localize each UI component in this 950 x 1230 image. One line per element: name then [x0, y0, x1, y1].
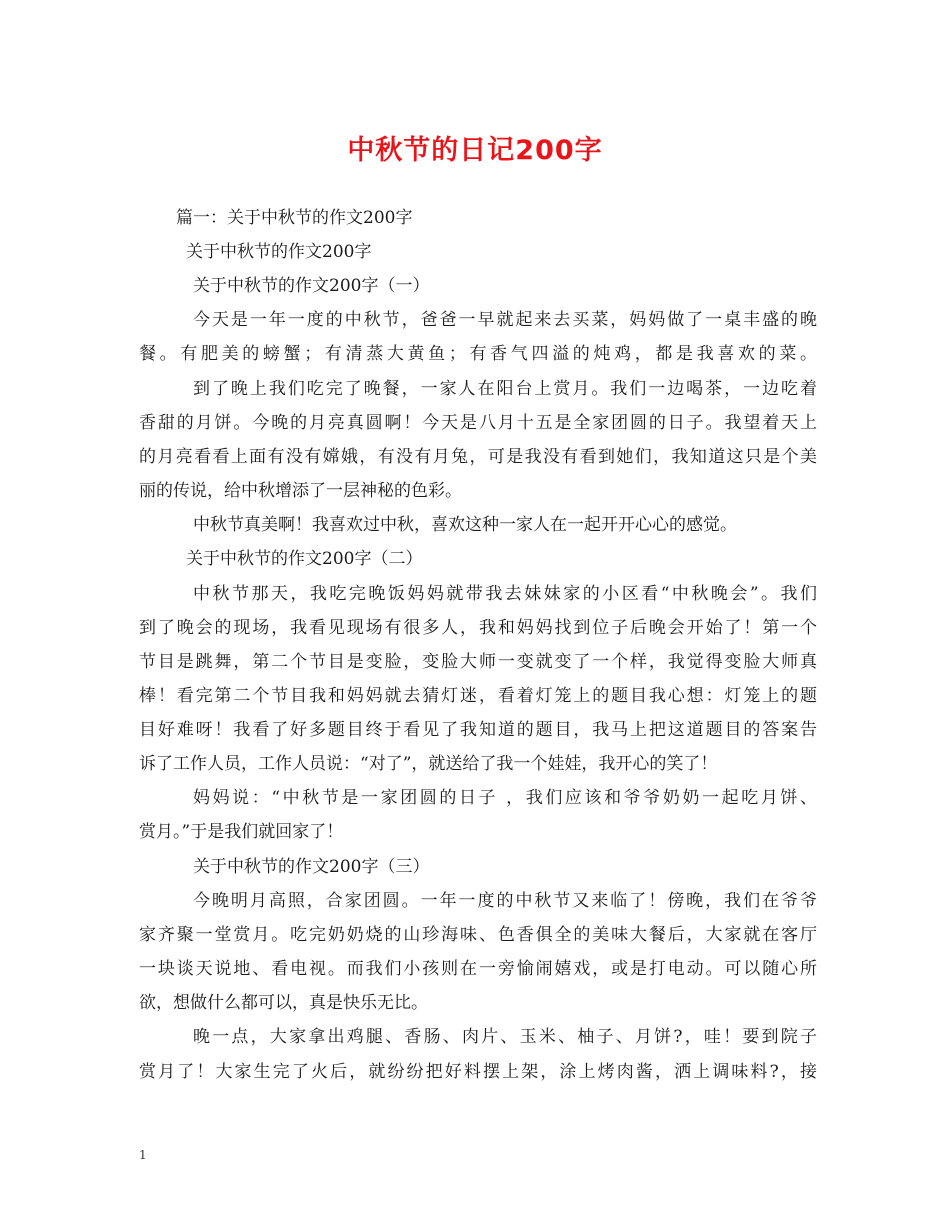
- paragraph-line: 妈妈说：“中秋节是一家团圆的日子 ，我们应该和爷爷奶奶一起吃月饼、: [193, 788, 817, 808]
- paragraph-line: 节目是跳舞，第二个节目是变脸，变脸大师一变就变了一个样，我觉得变脸大师真: [139, 652, 817, 672]
- paragraph-line: 家齐聚一堂赏月。吃完奶奶烧的山珍海味、色香俱全的美味大餐后，大家就在客厅: [139, 925, 817, 945]
- paragraph-line: 到了晚会的现场，我看见现场有很多人，我和妈妈找到位子后晚会开始了！第一个: [139, 618, 817, 638]
- paragraph-line: 中秋节那天，我吃完晚饭妈妈就带我去妹妹家的小区看“中秋晚会”。我们: [193, 584, 817, 604]
- section-subheading: 关于中秋节的作文200字: [186, 242, 372, 262]
- paragraph-line: 到了晚上我们吃完了晚餐，一家人在阳台上赏月。我们一边喝茶，一边吃着: [193, 379, 817, 399]
- page-number: 1: [139, 1148, 147, 1162]
- paragraph-line: 的月亮看看上面有没有嫦娥，有没有月兔，可是我没有看到她们，我知道这只是个美: [139, 447, 817, 467]
- paragraph-line: 餐。有肥美的螃蟹；有清蒸大黄鱼；有香气四溢的炖鸡，都是我喜欢的菜。: [139, 344, 817, 364]
- essay-heading-3: 关于中秋节的作文200字（三）: [193, 857, 430, 877]
- paragraph-line: 目好难呀！我看了好多题目终于看见了我知道的题目，我马上把这道题目的答案告: [139, 720, 817, 740]
- paragraph-line: 晚一点，大家拿出鸡腿、香肠、肉片、玉米、柚子、月饼?，哇！要到院子: [193, 1027, 817, 1047]
- essay-heading-1: 关于中秋节的作文200字（一）: [193, 276, 430, 296]
- paragraph-line: 棒！看完第二个节目我和妈妈就去猜灯迷，看着灯笼上的题目我心想：灯笼上的题: [139, 686, 817, 706]
- paragraph-line: 赏月。”于是我们就回家了！: [139, 822, 344, 842]
- section-heading: 篇一：关于中秋节的作文200字: [176, 208, 413, 228]
- paragraph-line: 香甜的月饼。今晚的月亮真圆啊！今天是八月十五是全家团圆的日子。我望着天上: [139, 413, 817, 433]
- paragraph-line: 中秋节真美啊！我喜欢过中秋，喜欢这种一家人在一起开开心心的感觉。: [193, 515, 737, 535]
- paragraph-line: 丽的传说，给中秋增添了一层神秘的色彩。: [139, 481, 462, 501]
- paragraph-line: 今天是一年一度的中秋节，爸爸一早就起来去买菜，妈妈做了一桌丰盛的晚: [193, 310, 817, 330]
- paragraph-line: 一块谈天说地、看电视。而我们小孩则在一旁愉闹嬉戏，或是打电动。可以随心所: [139, 959, 817, 979]
- essay-heading-2: 关于中秋节的作文200字（二）: [186, 549, 423, 569]
- paragraph-line: 赏月了！大家生完了火后，就纷纷把好料摆上架，涂上烤肉酱，洒上调味料?，接: [139, 1062, 817, 1082]
- paragraph-line: 今晚明月高照，合家团圆。一年一度的中秋节又来临了！傍晚，我们在爷爷: [193, 891, 817, 911]
- paragraph-line: 诉了工作人员，工作人员说：“对了”，就送给了我一个娃娃，我开心的笑了！: [139, 754, 718, 774]
- paragraph-line: 欲，想做什么都可以，真是快乐无比。: [139, 993, 428, 1013]
- document-title: 中秋节的日记200字: [347, 135, 603, 166]
